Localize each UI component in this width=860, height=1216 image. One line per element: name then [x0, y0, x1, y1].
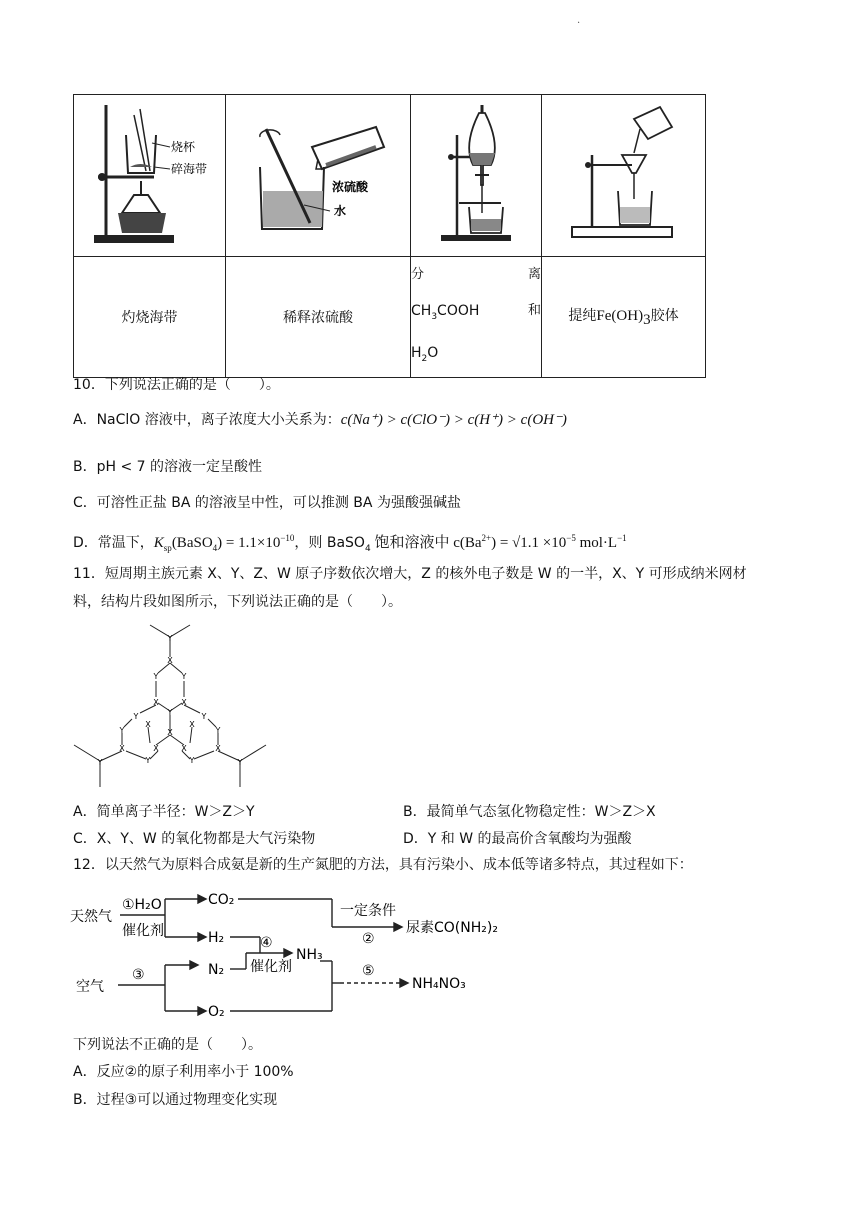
svg-text:Y: Y: [97, 758, 103, 767]
q10-option-c: C．可溶性正盐 BA 的溶液呈中性，可以推测 BA 为强酸强碱盐: [73, 495, 461, 511]
caption-separate-acetic: 分 离 $CH_3COOH$ 和 $H_2O$: [411, 257, 542, 378]
label-h2: H₂: [208, 930, 225, 946]
q11-option-b: B．最简单气态氢化物稳定性：W＞Z＞X: [403, 804, 656, 820]
svg-text:Y: Y: [119, 726, 125, 735]
label-nh4no3: NH₄NO₃: [412, 976, 466, 992]
q11-option-c: C．X、Y、W 的氧化物都是大气污染物: [73, 831, 316, 847]
q11-stem-line2: 料，结构片段如图所示，下列说法正确的是（ ）。: [73, 594, 402, 610]
label-urea: 尿素CO(NH₂)₂: [406, 920, 498, 936]
burning-seaweed-icon: [74, 95, 225, 252]
svg-text:X: X: [215, 744, 221, 753]
label-step1: ①H₂O: [122, 897, 162, 913]
q12-option-b: B．过程③可以通过物理变化实现: [73, 1092, 278, 1108]
label-n2: N₂: [208, 962, 225, 978]
svg-text:Y: Y: [215, 726, 221, 735]
label-air: 空气: [76, 979, 104, 995]
label-natural-gas: 天然气: [70, 909, 112, 925]
q12-question: 下列说法不正确的是（ ）。: [73, 1037, 262, 1053]
svg-text:X: X: [167, 728, 173, 737]
svg-text:Y: Y: [181, 672, 187, 681]
ammonia-flow-diagram: [70, 885, 510, 1025]
svg-text:Y: Y: [201, 712, 207, 721]
label-nh3: NH₃: [296, 947, 323, 963]
label-o2: O₂: [208, 1004, 225, 1020]
svg-text:Y: Y: [189, 756, 195, 765]
q10-option-a: A．NaClO 溶液中，离子浓度大小关系为：c(Na⁺) > c(ClO⁻) > c(H⁺) > c(OH⁻): [73, 412, 567, 428]
header-dot: .: [577, 15, 581, 26]
svg-text:Y: Y: [133, 712, 139, 721]
atom-y-top: Y: [167, 634, 173, 643]
figure-separatory-funnel: [411, 95, 542, 257]
figure-filtration: [542, 95, 706, 257]
filtration-icon: [542, 95, 705, 252]
label-seaweed: 碎海带: [171, 162, 208, 176]
svg-text:Y: Y: [153, 672, 159, 681]
caption-burning-seaweed: 灼烧海带: [74, 257, 226, 378]
svg-text:X: X: [119, 744, 125, 753]
svg-text:X: X: [153, 698, 159, 707]
svg-text:X: X: [181, 698, 187, 707]
label-catalyst4: 催化剂: [250, 959, 292, 975]
label-condition: 一定条件: [340, 903, 396, 919]
nanomesh-structure-diagram: [70, 615, 280, 795]
q12-option-a: A．反应②的原子利用率小于 100%: [73, 1064, 294, 1080]
q11-option-a: A．简单离子半径：W＞Z＞Y: [73, 804, 255, 820]
svg-text:X: X: [145, 720, 151, 729]
figure-dilute-acid: [226, 95, 411, 257]
figure-burning-seaweed: [74, 95, 226, 257]
caption-purify-colloid: 提纯$Fe(OH)_3$胶体: [542, 257, 706, 378]
svg-text:X: X: [181, 744, 187, 753]
q10-option-d: D．常温下，$K_{sp}(BaSO_4) = 1.1\times 10^{-10}$，则 BaSO$_4$ 饱和溶液中 $c(Ba^{2+}) = √1.1 \times 10^{-5}$ $mol\cdot L^{-1}$: [73, 533, 627, 554]
separatory-funnel-icon: [411, 95, 541, 252]
label-step5: ⑤: [362, 963, 375, 979]
q10-stem: 10．下列说法正确的是（ ）。: [73, 377, 280, 393]
svg-text:X: X: [153, 744, 159, 753]
label-conc-acid: 浓硫酸: [332, 180, 369, 194]
svg-text:Y: Y: [237, 758, 243, 767]
label-beaker: 烧杯: [171, 140, 196, 154]
label-step2: ②: [362, 931, 375, 947]
label-water: 水: [334, 204, 347, 218]
caption-dilute-acid: 稀释浓硫酸: [226, 257, 411, 378]
svg-text:Y: Y: [167, 708, 173, 717]
label-step4: ④: [260, 935, 273, 951]
label-co2: CO₂: [208, 892, 235, 908]
dilute-acid-icon: [226, 95, 410, 252]
atom-x-top: X: [167, 656, 173, 665]
label-catalyst: 催化剂: [122, 923, 164, 939]
q11-option-d: D．Y 和 W 的最高价含氧酸均为强酸: [403, 831, 632, 847]
q10-option-b: B．pH < 7 的溶液一定呈酸性: [73, 459, 263, 475]
svg-text:X: X: [189, 720, 195, 729]
apparatus-table: [73, 94, 706, 378]
label-step3: ③: [132, 967, 145, 983]
q11-stem-line1: 11．短周期主族元素 X、Y、Z、W 原子序数依次增大，Z 的核外电子数是 W 的一半，X、Y 可形成纳米网材: [73, 566, 747, 582]
q12-stem: 12．以天然气为原料合成氨是新的生产氮肥的方法，具有污染小、成本低等诸多特点，其过程如下：: [73, 857, 693, 873]
svg-text:Y: Y: [145, 756, 151, 765]
